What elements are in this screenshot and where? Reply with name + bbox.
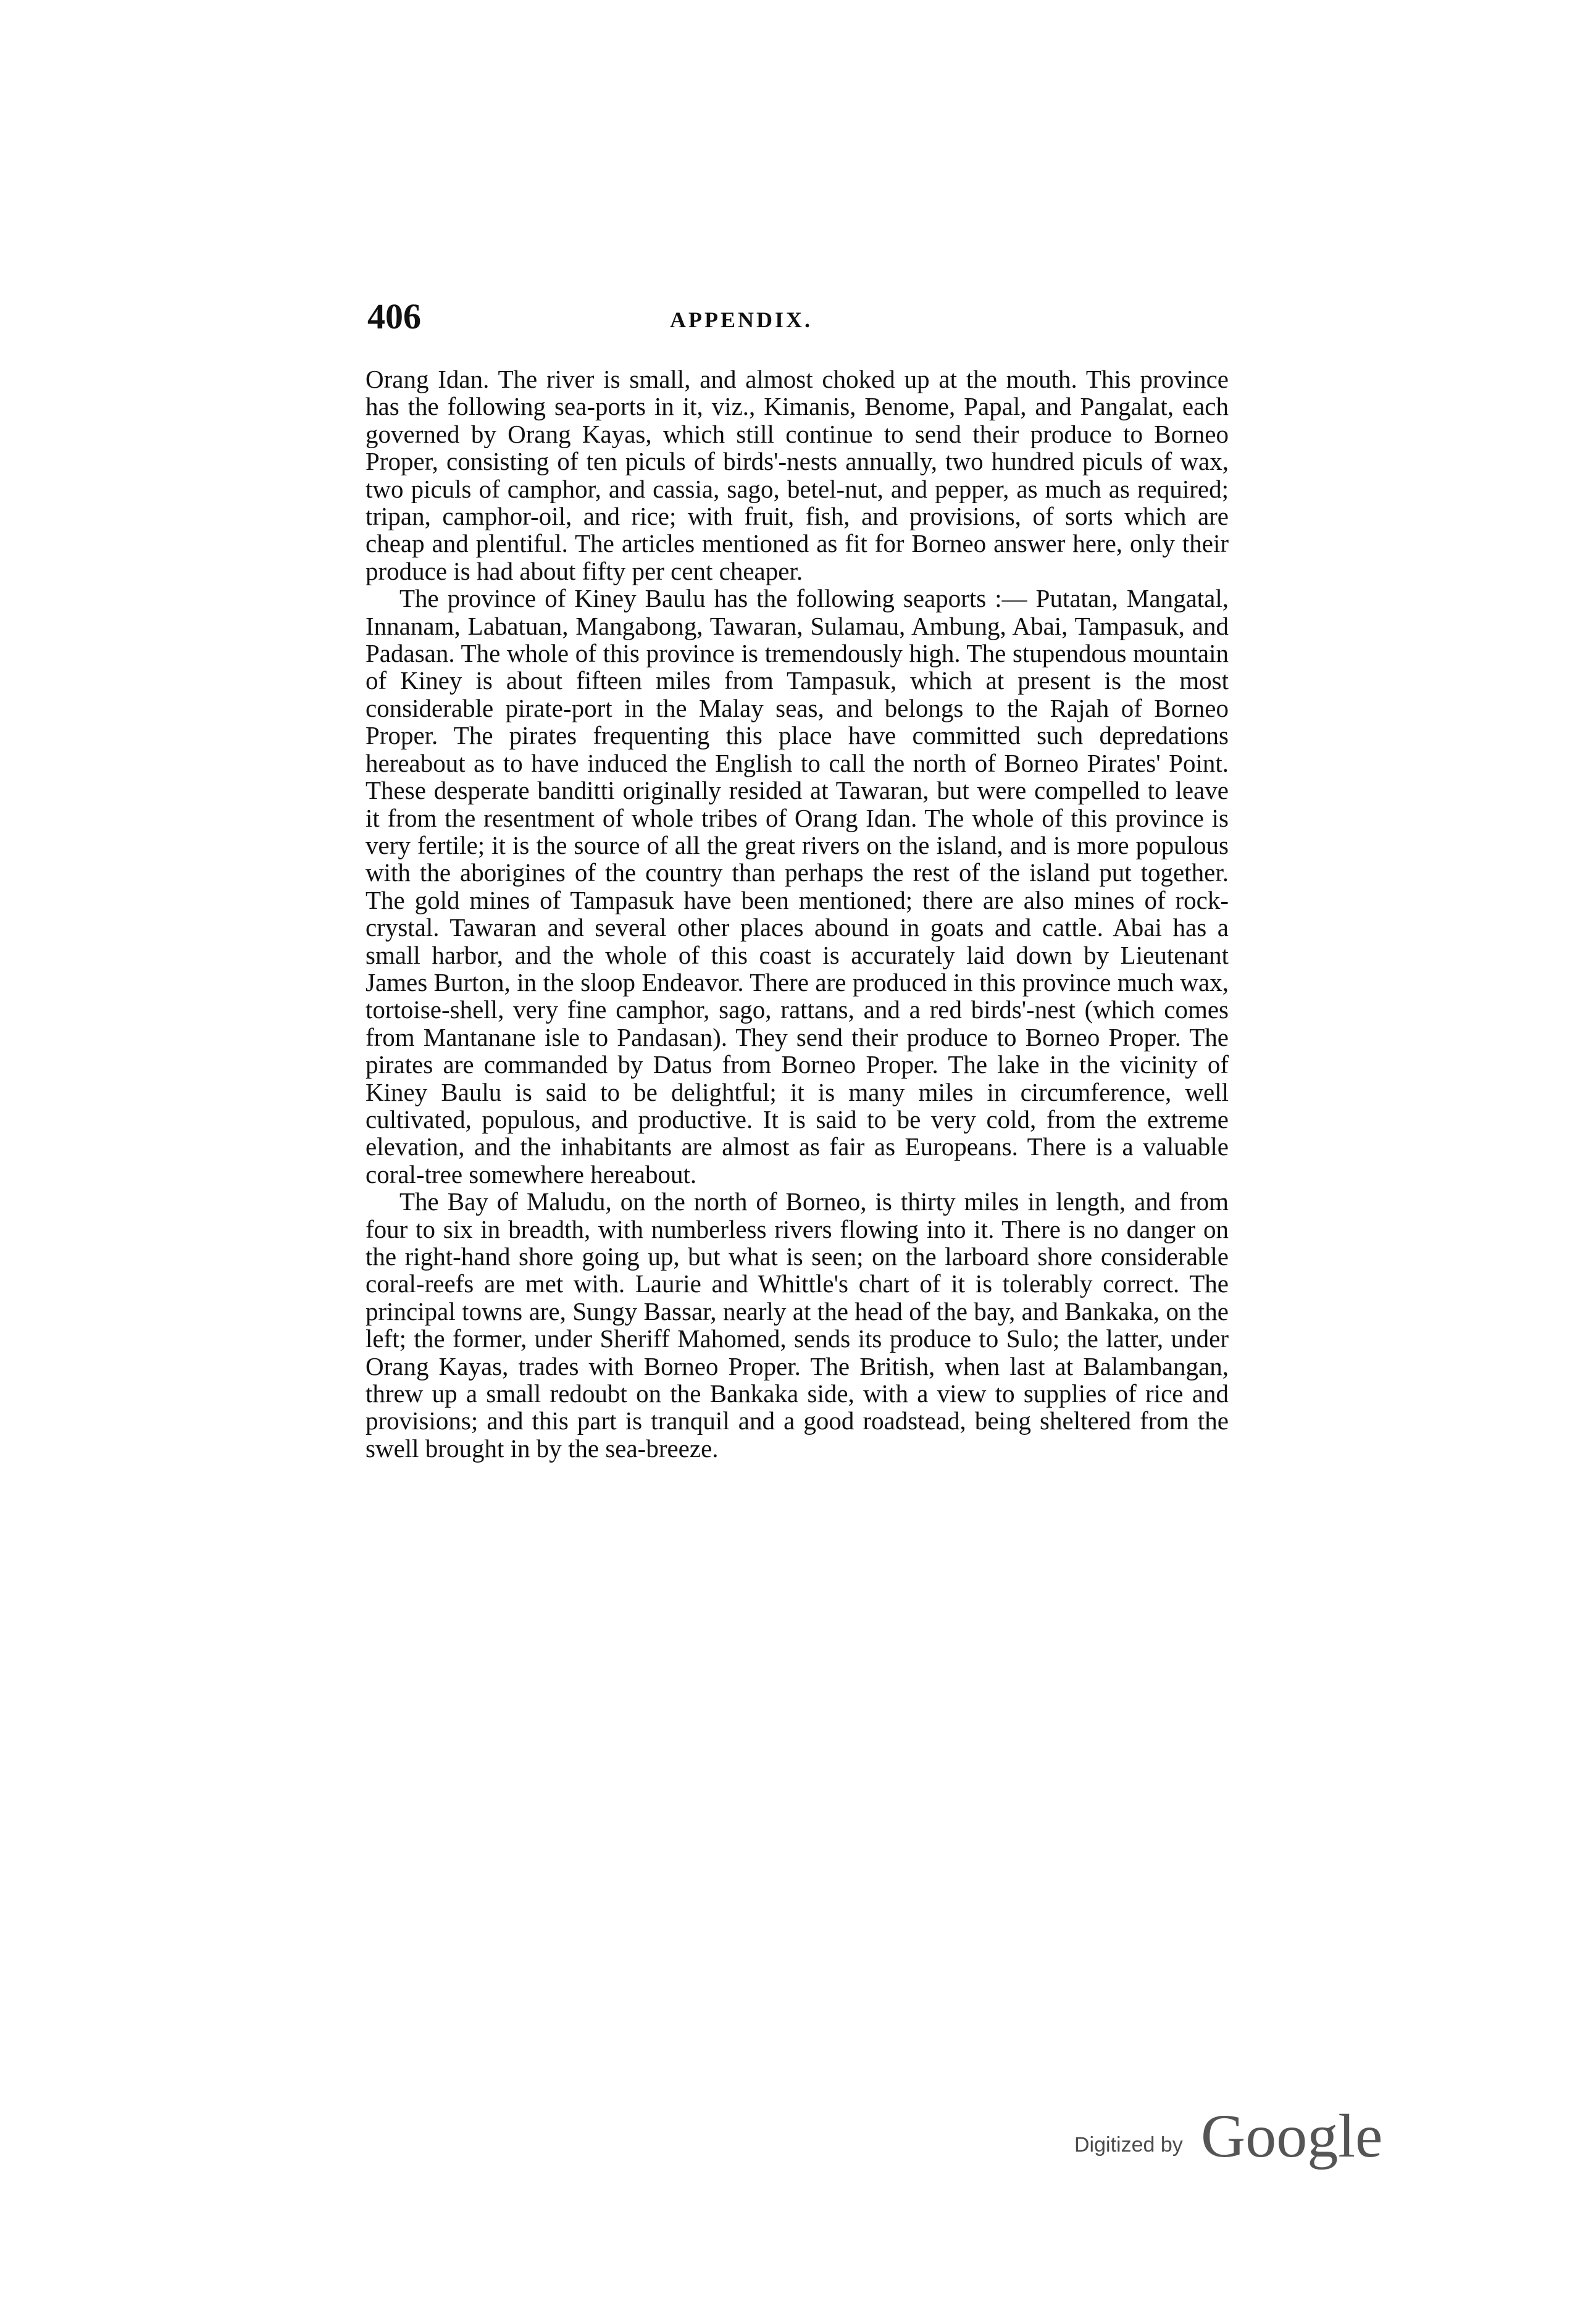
- running-head: APPENDIX.: [670, 307, 813, 332]
- body-text: [366, 365, 1229, 1462]
- digitized-by-label: Digitized by: [1074, 2133, 1183, 2157]
- page-header: [367, 295, 1232, 338]
- paragraph-2: The province of Kiney Baulu has the following seaports :— Putatan, Mangatal, Innanam, Labatuan, Mangabong, Tawaran, Sulamau, Ambung, Abai, Tampasuk, and Padasan. The whole of this province is tremendously high. The stupendous mountain of Kiney is about fifteen miles from Tampasuk, which at present is the most considerable pirate-port in the Malay seas, and belongs to the Rajah of Borneo Proper. The pirates frequenting this place have committed such depredations hereabout as to have induced the English to call the north of Borneo Pirates' Point. These desperate banditti originally resided at Tawaran, but were compelled to leave it from the resentment of whole tribes of Orang Idan. The whole of this province is very fertile; it is the source of all the great rivers on the island, and is more populous with the aborigines of the country than perhaps the rest of the island put together. The gold mines of Tampasuk have been mentioned; there are also mines of rock-crystal. Tawaran and several other places abound in goats and cattle. Abai has a small harbor, and the whole of this coast is accurately laid down by Lieutenant James Burton, in the sloop Endeavor. There are produced in this province much wax, tortoise-shell, very fine camphor, sago, rattans, and a red birds'-nest (which comes from Mantanane isle to Pandasan). They send their produce to Borneo Proper. The pirates are commanded by Datus from Borneo Proper. The lake in the vicinity of Kiney Baulu is said to be delightful; it is many miles in circumference, well cultivated, populous, and productive. It is said to be very cold, from the extreme elevation, and the inhabitants are almost as fair as Europeans. There is a valuable coral-tree somewhere hereabout.: [366, 584, 1229, 1188]
- google-watermark: [1074, 2102, 1395, 2170]
- google-logo: Google: [1201, 2102, 1383, 2170]
- paragraph-1: Orang Idan. The river is small, and almost choked up at the mouth. This province has the following sea-ports in it, viz., Kimanis, Benome, Papal, and Pangalat, each governed by Orang Kayas, which still continue to send their produce to Borneo Proper, consisting of ten piculs of birds'-nests annually, two hundred piculs of wax, two piculs of camphor, and cassia, sago, betel-nut, and pepper, as much as required; tripan, camphor-oil, and rice; with fruit, fish, and provisions, of sorts which are cheap and plentiful. The articles mentioned as fit for Borneo answer here, only their produce is had about fifty per cent cheaper.: [366, 365, 1229, 585]
- paragraph-3: The Bay of Maludu, on the north of Borneo, is thirty miles in length, and from four to six in breadth, with numberless rivers flowing into it. There is no danger on the right-hand shore going up, but what is seen; on the larboard shore considerable coral-reefs are met with. Laurie and Whittle's chart of it is tolerably correct. The principal towns are, Sungy Bassar, nearly at the head of the bay, and Bankaka, on the left; the former, under Sheriff Mahomed, sends its produce to Sulo; the latter, under Orang Kayas, trades with Borneo Proper. The British, when last at Balambangan, threw up a small redoubt on the Bankaka side, with a view to supplies of rice and provisions; and this part is tranquil and a good roadstead, being sheltered from the swell brought in by the sea-breeze.: [366, 1187, 1229, 1463]
- page-number: 406: [367, 296, 421, 336]
